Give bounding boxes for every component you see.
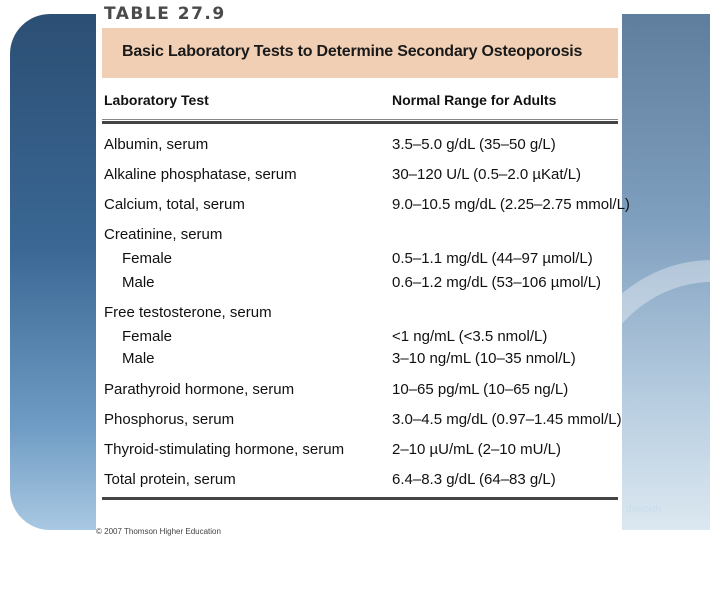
- cell-laboratory-test: Free testosterone, serum: [104, 304, 272, 321]
- table-row: [96, 274, 622, 296]
- cell-laboratory-test: Male: [122, 350, 155, 367]
- cell-normal-range: 3–10 ng/mL (10–35 nmol/L): [392, 350, 576, 367]
- header-rule: [102, 119, 618, 120]
- column-header-test: Laboratory Test: [104, 92, 209, 108]
- cell-laboratory-test: Albumin, serum: [104, 136, 209, 153]
- cell-laboratory-test: Female: [122, 328, 173, 345]
- cell-laboratory-test: Female: [122, 250, 173, 267]
- table-row: [96, 328, 622, 350]
- copyright-notice: © 2007 Thomson Higher Education: [96, 527, 221, 536]
- table-row: [96, 411, 622, 433]
- cell-normal-range: 3.0–4.5 mg/dL (0.97–1.45 mmol/L): [392, 411, 622, 428]
- table-row: [96, 226, 622, 248]
- cell-normal-range: 2–10 µU/mL (2–10 mU/L): [392, 441, 561, 458]
- cell-laboratory-test: Calcium, total, serum: [104, 196, 245, 213]
- cell-normal-range: 30–120 U/L (0.5–2.0 µKat/L): [392, 166, 582, 183]
- cell-laboratory-test: Thyroid-stimulating hormone, serum: [104, 441, 345, 458]
- table-row: [96, 441, 622, 463]
- table-row: [96, 304, 622, 326]
- cell-normal-range: 3.5–5.0 g/dL (35–50 g/L): [392, 136, 556, 153]
- cell-normal-range: 6.4–8.3 g/dL (64–83 g/L): [392, 471, 556, 488]
- table-row: [96, 471, 622, 493]
- table-number: TABLE 27.9: [104, 4, 226, 24]
- column-header-range: Normal Range for Adults: [392, 92, 557, 108]
- slide-credit: dsworth: [626, 504, 662, 515]
- cell-laboratory-test: Total protein, serum: [104, 471, 236, 488]
- cell-normal-range: 0.6–1.2 mg/dL (53–106 µmol/L): [392, 274, 602, 291]
- lab-tests-table: [96, 0, 630, 540]
- table-caption: Basic Laboratory Tests to Determine Secondary Osteoporosis: [122, 43, 583, 60]
- table-row: [96, 381, 622, 403]
- cell-laboratory-test: Alkaline phosphatase, serum: [104, 166, 297, 183]
- table-row: [96, 196, 630, 218]
- cell-normal-range: 10–65 pg/mL (10–65 ng/L): [392, 381, 569, 398]
- slide-background-left: [10, 14, 100, 530]
- cell-laboratory-test: Phosphorus, serum: [104, 411, 235, 428]
- header-rule-thick: [102, 121, 618, 124]
- cell-normal-range: 0.5–1.1 mg/dL (44–97 µmol/L): [392, 250, 593, 267]
- table-row: [96, 350, 622, 372]
- cell-normal-range: 9.0–10.5 mg/dL (2.25–2.75 mmol/L): [392, 196, 630, 213]
- table-row: [96, 166, 622, 188]
- cell-normal-range: <1 ng/mL (<3.5 nmol/L): [392, 328, 548, 345]
- cell-laboratory-test: Parathyroid hormone, serum: [104, 381, 295, 398]
- table-row: [96, 136, 622, 158]
- table-row: [96, 250, 622, 272]
- cell-laboratory-test: Male: [122, 274, 155, 291]
- cell-laboratory-test: Creatinine, serum: [104, 226, 223, 243]
- footer-rule: [102, 497, 618, 500]
- table-caption-band: [102, 28, 618, 78]
